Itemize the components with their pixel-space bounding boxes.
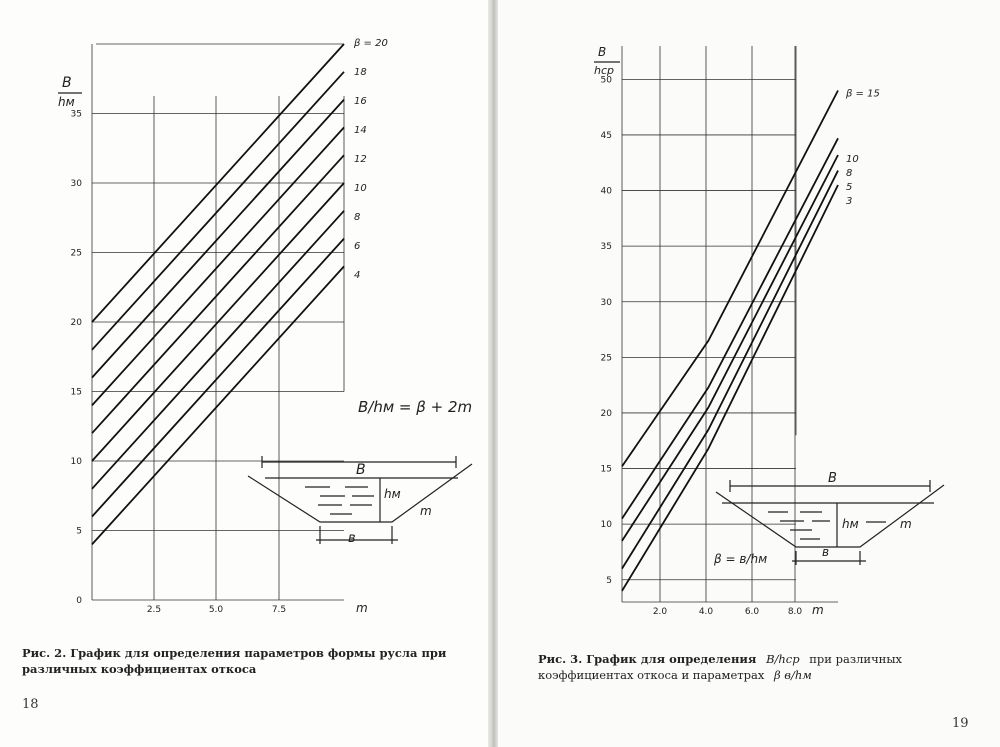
x-tick-label: 7.5 xyxy=(271,605,287,615)
chart-right-xlabel: m xyxy=(812,603,824,617)
chart-right xyxy=(594,45,944,617)
right-sketch-b: в xyxy=(822,545,830,559)
series-label: β = 20 xyxy=(354,38,388,49)
y-tick-label: 30 xyxy=(600,297,612,308)
series-line xyxy=(622,138,838,518)
right-caption-part1: Рис. 3. График для определения xyxy=(538,652,757,666)
right-sketch-hm: hм xyxy=(842,517,859,531)
y-tick-label: 35 xyxy=(600,242,612,253)
left-page-number: 18 xyxy=(22,697,39,712)
series-label: 6 xyxy=(354,241,361,252)
right-caption-fraction: B/hср xyxy=(766,652,800,666)
right-figure-caption xyxy=(538,651,978,683)
x-tick-label: 2.0 xyxy=(652,607,668,617)
y-tick-label: 0 xyxy=(76,596,82,606)
chart-left-tick-labels xyxy=(71,110,287,616)
right-channel-sketch xyxy=(716,471,944,565)
series-label: 3 xyxy=(846,196,853,207)
y-tick-label: 15 xyxy=(600,464,612,475)
right-page-number: 19 xyxy=(952,716,969,731)
series-label: 8 xyxy=(846,168,853,179)
left-sketch-B: B xyxy=(356,462,366,478)
chart-right-series xyxy=(622,90,838,590)
chart-right-grid xyxy=(622,46,838,602)
y-tick-label: 20 xyxy=(600,408,612,419)
y-tick-label: 20 xyxy=(70,318,82,328)
left-formula: B/hм = β + 2m xyxy=(358,398,473,416)
x-tick-label: 2.5 xyxy=(146,605,162,615)
y-tick-label: 5 xyxy=(606,575,612,586)
series-line xyxy=(622,171,838,569)
y-tick-label: 30 xyxy=(70,179,82,189)
y-tick-label: 35 xyxy=(70,109,82,120)
left-figure-caption: Рис. 2. График для определения параметров формы русла при различных коэффициентах откоса xyxy=(22,646,447,676)
right-caption-part3: β в/hм xyxy=(774,668,812,682)
chart-left xyxy=(58,38,472,615)
chart-right-ylabel-den: hср xyxy=(594,64,615,77)
y-tick-label: 40 xyxy=(600,186,612,197)
chart-right-ylabel-num: B xyxy=(598,45,607,59)
chart-left-ylabel-den: hм xyxy=(58,95,75,109)
left-sketch-hm: hм xyxy=(384,487,401,501)
y-tick-label: 25 xyxy=(600,353,612,364)
x-tick-label: 8.0 xyxy=(787,607,803,617)
chart-right-ylabel xyxy=(594,45,620,77)
y-tick-label: 15 xyxy=(70,387,82,398)
series-label: 5 xyxy=(846,182,853,193)
y-tick-label: 5 xyxy=(76,526,82,537)
chart-left-xlabel: m xyxy=(356,601,368,615)
x-tick-label: 6.0 xyxy=(744,607,760,617)
chart-left-ylabel xyxy=(58,75,82,109)
series-label: 10 xyxy=(354,183,367,194)
right-sketch-m: m xyxy=(900,517,912,531)
right-sketch-B: B xyxy=(828,471,837,486)
chart-left-series xyxy=(92,44,344,544)
series-label: β = 15 xyxy=(846,88,880,100)
x-tick-label: 4.0 xyxy=(698,607,714,617)
chart-left-ylabel-num: B xyxy=(62,75,72,91)
series-line xyxy=(92,100,344,378)
left-channel-sketch xyxy=(248,456,472,546)
chart-left-series-labels xyxy=(353,38,388,281)
y-tick-label: 25 xyxy=(70,248,82,259)
series-label: 16 xyxy=(354,96,367,107)
left-sketch-b: в xyxy=(348,531,356,546)
y-tick-label: 50 xyxy=(600,75,612,86)
chart-right-tick-labels xyxy=(601,75,803,617)
y-tick-label: 10 xyxy=(600,520,612,531)
series-label: 18 xyxy=(354,67,367,78)
y-tick-label: 45 xyxy=(600,130,612,141)
series-label: 4 xyxy=(354,270,361,281)
right-caption-part2: при различных коэффициентах откоса и параметрах xyxy=(538,652,902,682)
chart-right-series-labels xyxy=(845,88,880,207)
series-label: 8 xyxy=(354,212,361,223)
y-tick-label: 10 xyxy=(70,457,82,467)
series-label: 12 xyxy=(354,154,367,165)
series-line xyxy=(622,90,838,466)
series-line xyxy=(92,127,344,405)
right-formula: β = в/hм xyxy=(714,552,768,566)
left-sketch-m: m xyxy=(420,504,432,518)
x-tick-label: 5.0 xyxy=(208,605,224,615)
series-label: 10 xyxy=(846,154,859,165)
series-label: 14 xyxy=(354,125,367,136)
